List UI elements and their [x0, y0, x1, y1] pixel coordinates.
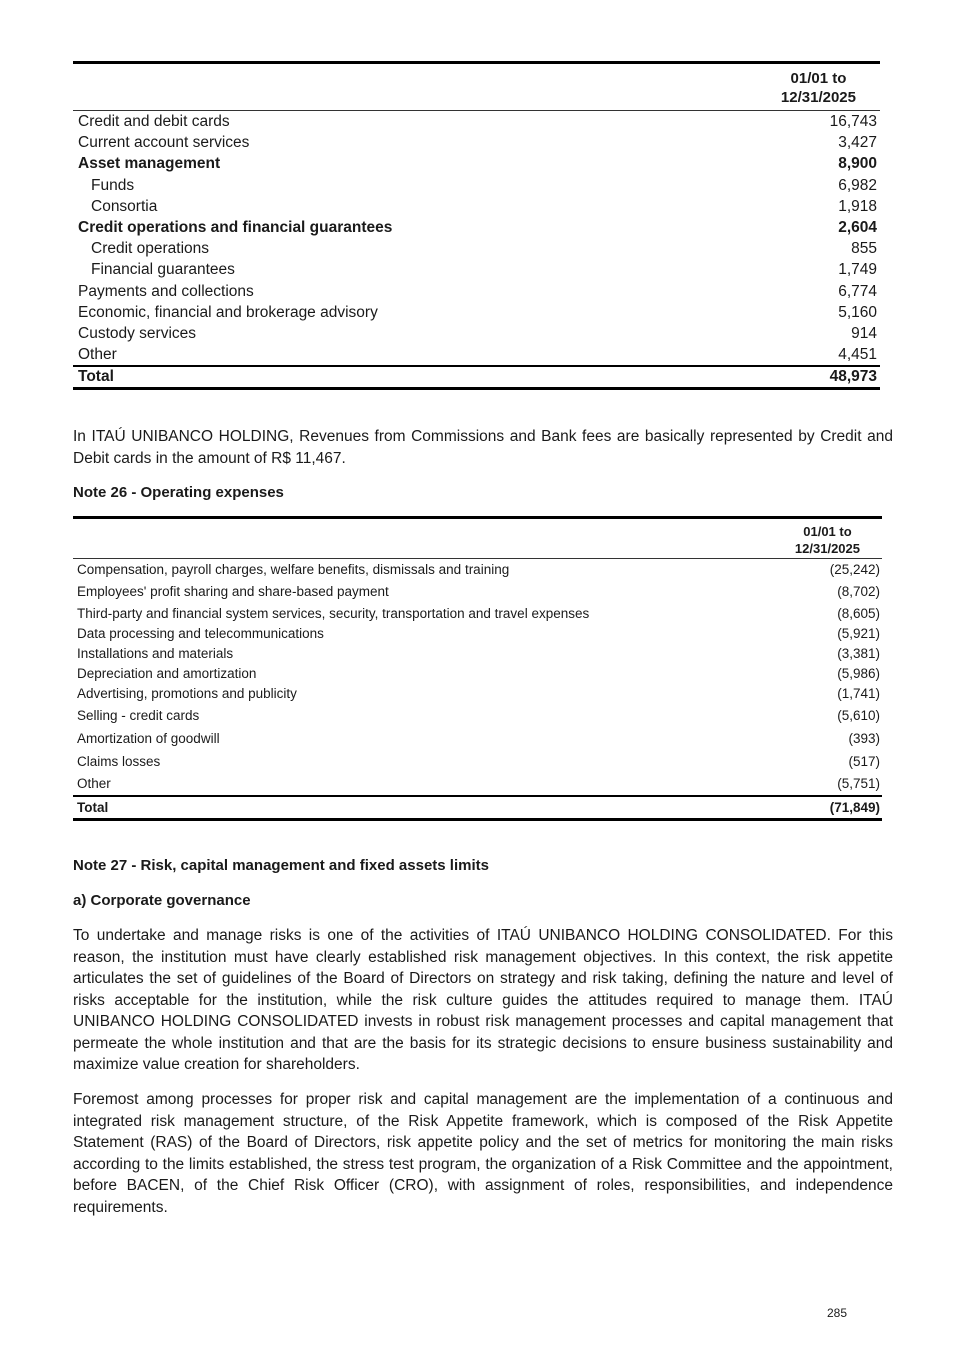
table-body	[73, 111, 880, 365]
row-label: Funds	[91, 176, 135, 194]
row-label: Asset management	[78, 155, 221, 173]
row-label: Credit and debit cards	[78, 113, 230, 130]
row-label: Claims losses	[77, 754, 161, 769]
row-label: Amortization of goodwill	[77, 731, 220, 746]
row-value: 1,918	[838, 197, 877, 215]
total-value: (71,849)	[829, 800, 880, 815]
table-row	[73, 664, 882, 684]
row-label: Depreciation and amortization	[77, 666, 257, 681]
row-value: 6,982	[838, 176, 877, 194]
table-row	[73, 281, 880, 302]
table-row	[73, 323, 880, 344]
table-total-row	[73, 365, 880, 390]
note27-heading: Note 27 - Risk, capital management and fixed assets limits	[73, 857, 489, 874]
table-row	[73, 344, 880, 365]
row-label: Other	[77, 776, 111, 791]
row-label: Other	[78, 346, 117, 364]
row-label: Third-party and financial system services, security, transportation and travel expenses	[77, 606, 590, 621]
table-row	[73, 259, 880, 280]
row-label: Consortia	[91, 197, 158, 215]
table-body	[73, 559, 882, 795]
table-row	[73, 750, 882, 773]
commissions-note-paragraph: In ITAÚ UNIBANCO HOLDING, Revenues from Commissions and Bank fees are basically represented by Credit and Debit cards in the amount of R$ 11,467.	[73, 428, 893, 467]
row-value: 914	[851, 324, 877, 342]
table-row	[73, 238, 880, 259]
row-value: (393)	[848, 731, 880, 746]
page-number: 285	[827, 1306, 848, 1320]
table-row	[73, 644, 882, 664]
table-total-row	[73, 795, 882, 821]
note26-heading: Note 26 - Operating expenses	[73, 484, 284, 501]
table-row	[73, 773, 882, 795]
table-row	[73, 132, 880, 153]
row-value: (5,610)	[837, 708, 880, 723]
column-header-period: 01/01 to 12/31/2025	[780, 70, 856, 106]
row-value: 4,451	[838, 346, 877, 364]
row-value: (5,921)	[837, 626, 880, 641]
row-label: Advertising, promotions and publicity	[77, 686, 297, 701]
row-label: Selling - credit cards	[77, 708, 200, 723]
row-value: 16,743	[829, 113, 877, 130]
table-row	[73, 196, 880, 217]
row-value: (5,751)	[837, 776, 880, 791]
row-label: Credit operations and financial guarantees	[78, 218, 393, 236]
table-row	[73, 581, 882, 603]
table-row	[73, 727, 882, 750]
row-label: Employees' profit sharing and share-based payment	[77, 584, 389, 599]
note27-subheading: a) Corporate governance	[73, 892, 251, 909]
row-value: 1,749	[838, 261, 877, 279]
table-row	[73, 175, 880, 196]
row-value: (5,986)	[837, 666, 880, 681]
table-row	[73, 704, 882, 727]
table-row	[73, 111, 880, 132]
table-row	[73, 302, 880, 323]
row-value: (25,242)	[829, 562, 880, 577]
row-value: (8,702)	[837, 584, 880, 599]
row-label: Installations and materials	[77, 646, 234, 661]
row-value: (8,605)	[837, 606, 880, 621]
table-row	[73, 559, 882, 581]
column-header-period: 01/01 to 12/31/2025	[794, 524, 860, 556]
note27-paragraph-2: Foremost among processes for proper risk and capital management are the implementation of a continuous and integrated risk management structure, of the Risk Appetite framework, which is composed of the Risk Appetite Statement (RAS) of the Board of Directors, risk appetite policy and the set of metrics for monitoring the main risks according to the limits established, the stress test program, the organization of a Risk Committee and the appointment, before BACEN, of the Chief Risk Officer (CRO), with assignment of roles, responsibilities, and independence requirements.	[73, 1091, 893, 1216]
table-row	[73, 624, 882, 644]
total-label: Total	[77, 800, 109, 815]
row-value: 6,774	[838, 282, 877, 300]
table-row	[73, 603, 882, 624]
row-value: 8,900	[838, 155, 877, 173]
operating-expenses-table	[73, 516, 882, 821]
row-value: (517)	[848, 754, 880, 769]
table-header	[73, 64, 880, 111]
row-label: Financial guarantees	[91, 261, 235, 279]
row-label: Custody services	[78, 324, 197, 342]
row-value: 855	[851, 240, 877, 258]
row-label: Data processing and telecommunications	[77, 626, 324, 641]
table-row	[73, 217, 880, 238]
table-row	[73, 153, 880, 174]
row-value: (3,381)	[837, 646, 880, 661]
row-value: 3,427	[838, 134, 877, 152]
row-value: 5,160	[838, 303, 877, 321]
row-value: 2,604	[838, 218, 877, 236]
row-label: Credit operations	[91, 240, 210, 258]
row-label: Compensation, payroll charges, welfare benefits, dismissals and training	[77, 562, 510, 577]
row-label: Current account services	[78, 134, 250, 152]
table-header	[73, 519, 882, 559]
total-value: 48,973	[829, 368, 877, 386]
commissions-table	[73, 61, 880, 390]
note27-paragraph-1: To undertake and manage risks is one of the activities of ITAÚ UNIBANCO HOLDING CONSOLIDATED. For this reason, the institution must have clearly established risk management objectives. In this context, the risk appetite articulates the set of guidelines of the Board of Directors on strategy and risk taking, defining the nature and level of risks acceptable for the institution, while the risk culture guides the attitudes required to manage them. ITAÚ UNIBANCO HOLDING CONSOLIDATED invests in robust risk management processes and capital management that permeate the whole institution and that are the basis for its strategic decisions to ensure business sustainability and maximize value creation for shareholders.	[73, 927, 893, 1073]
table-row	[73, 684, 882, 704]
row-label: Payments and collections	[78, 282, 254, 300]
row-label: Economic, financial and brokerage advisory	[78, 303, 378, 321]
row-value: (1,741)	[837, 686, 880, 701]
total-label: Total	[78, 368, 114, 386]
